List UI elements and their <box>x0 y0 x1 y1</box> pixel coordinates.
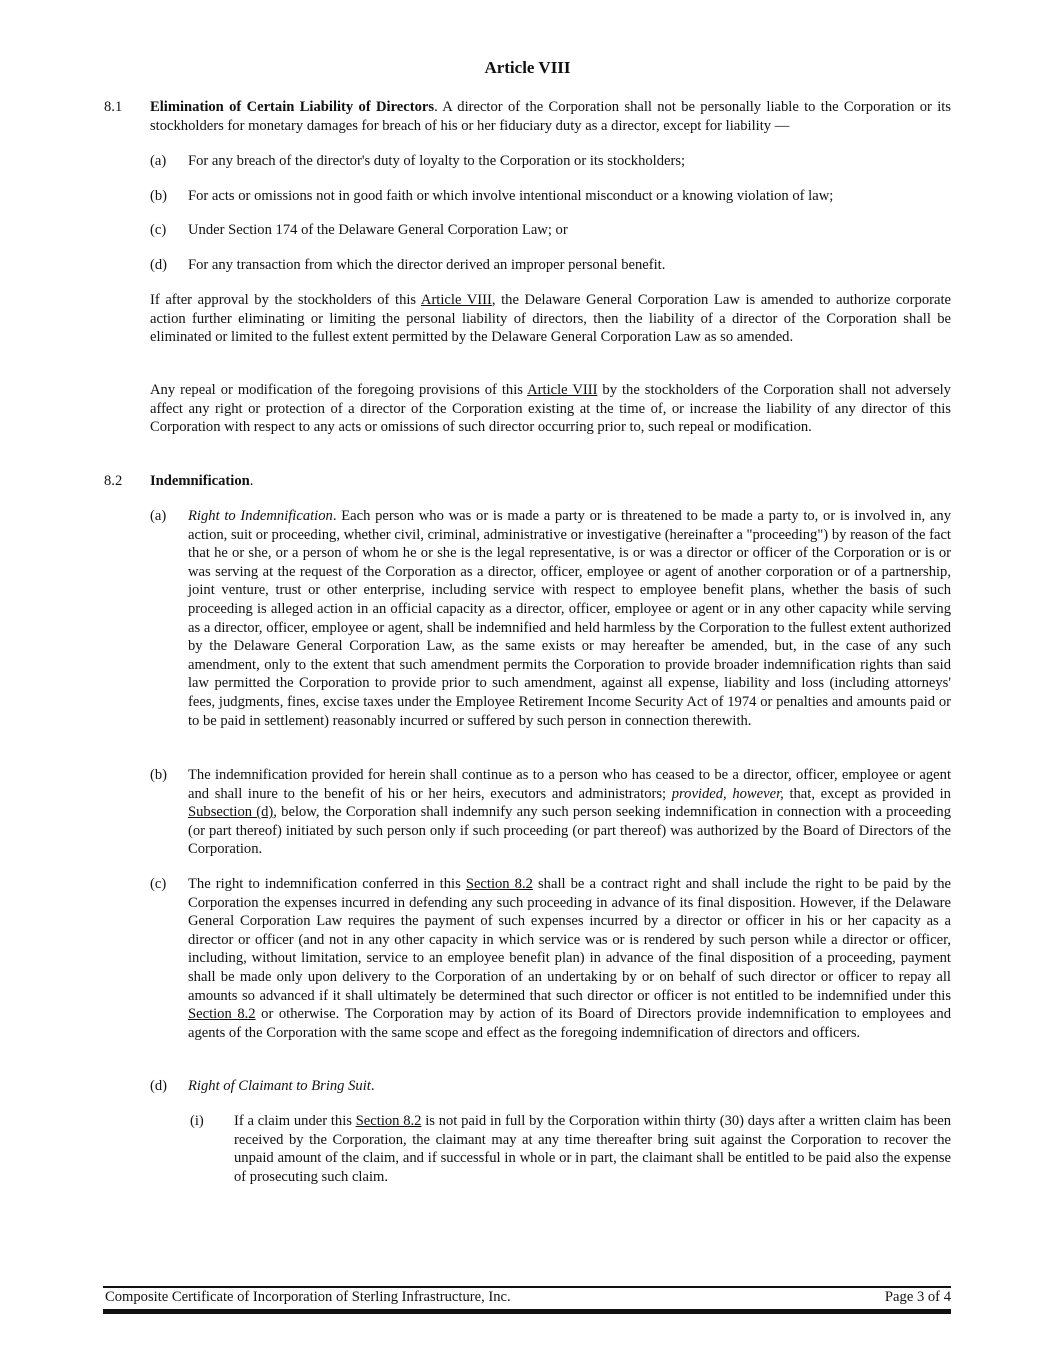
section-8-2-c-paragraph <box>188 875 951 1042</box>
section-8-1-paragraph-repeal <box>150 381 951 437</box>
subsection-title: Right to Indemnification <box>188 508 333 524</box>
paragraph-text: The right to indemnification conferred in this <box>188 876 466 892</box>
list-item-label: (b) <box>150 767 168 783</box>
paragraph-text: If a claim under this <box>234 1113 356 1129</box>
heading-punctuation: . <box>249 473 254 489</box>
footer-top-rule <box>103 1286 951 1288</box>
paragraph-text: or otherwise. The Corporation may by action of its Board of Directors provide indemnification to employees and agents of the Corporation with the same scope and effect as the foregoing indemnification of directors and officers. <box>188 1006 951 1041</box>
section-8-2-b-paragraph <box>188 766 951 859</box>
list-item-label: (b) <box>150 188 168 204</box>
paragraph-text: , the Delaware General Corporation Law is amended to authorize corporate action further eliminating or limiting the personal liability of directors, then the liability of a director of the Corporation shall be eliminated or limited to the fullest extent permitted by the Delaware General Corporation Law as so amended. <box>150 292 951 346</box>
footer-document-title: Composite Certificate of Incorporation of Sterling Infrastructure, Inc. <box>105 1289 511 1305</box>
list-item-label: (c) <box>150 876 167 892</box>
paragraph-text: Any repeal or modification of the foregoing provisions of this <box>150 382 528 398</box>
list-item-label: (d) <box>150 257 168 273</box>
list-item-label: (i) <box>190 1113 204 1129</box>
article-viii-reference-link[interactable]: Article VIII <box>527 382 598 398</box>
section-8-1-paragraph-amendment <box>150 291 951 347</box>
section-8-2-d-i-paragraph <box>234 1112 951 1186</box>
section-8-1-heading: Elimination of Certain Liability of Directors <box>150 99 435 115</box>
section-8-1-number: 8.1 <box>104 99 123 115</box>
section-8-2-a-paragraph <box>188 507 951 730</box>
article-viii-reference-link[interactable]: Article VIII <box>420 292 492 308</box>
list-item-text: Under Section 174 of the Delaware General Corporation Law; or <box>188 222 568 238</box>
paragraph-text: is not paid in full by the Corporation within thirty (30) days after a written claim has been received by the Corporation, the claimant may at any time thereafter bring suit against the Corporation to recover the unpaid amount of the claim, and if successful in whole or in part, the claimant shall be entitled to be paid also the expense of prosecuting such claim. <box>234 1113 952 1185</box>
section-8-2-heading: Indemnification <box>150 473 250 489</box>
paragraph-text: , below, the Corporation shall indemnify any such person seeking indemnification in connection with a proceeding (or part thereof) initiated by such person only if such proceeding (or part thereof) was authorized by the Board of Directors of the Corporation. <box>188 804 951 858</box>
section-8-2-number: 8.2 <box>104 473 123 489</box>
paragraph-text: by the stockholders of the Corporation shall not adversely affect any right or protection of a director of the Corporation existing at the time of, or increase the liability of any director of this Corporation with respect to any acts or omissions of such director occurring prior to, such repeal or modification. <box>150 382 951 436</box>
list-item-text: For acts or omissions not in good faith or which involve intentional misconduct or a knowing violation of law; <box>188 188 834 204</box>
list-item-text: For any breach of the director's duty of loyalty to the Corporation or its stockholders; <box>188 153 686 169</box>
section-8-2-title <box>150 472 951 491</box>
section-8-1-intro <box>150 98 951 135</box>
footer-page-number: Page 3 of 4 <box>884 1289 951 1305</box>
section-8-1-text: . A director of the Corporation shall not be personally liable to the Corporation or its stockholders for monetary damages for breach of his or her fiduciary duty as a director, except for liability — <box>150 99 951 134</box>
paragraph-text: The indemnification provided for herein shall continue as to a person who has ceased to be a director, officer, employee or agent and shall inure to the benefit of his or her heirs, executors and administrators; <box>188 767 951 802</box>
list-item-label: (a) <box>150 153 167 169</box>
section-8-2-reference-link[interactable]: Section 8.2 <box>188 1006 256 1023</box>
list-item-text: For any transaction from which the director derived an improper personal benefit. <box>188 257 666 273</box>
paragraph-text: If after approval by the stockholders of this <box>150 292 421 308</box>
article-title: Article VIII <box>484 58 571 77</box>
subsection-title: Right of Claimant to Bring Suit <box>188 1078 371 1094</box>
list-item-label: (a) <box>150 508 167 524</box>
section-8-2-reference-link[interactable]: Section 8.2 <box>465 876 533 892</box>
paragraph-text: that, except as provided in <box>783 785 951 802</box>
list-item-label: (d) <box>150 1078 168 1094</box>
emphasis-text: provided, however, <box>671 785 784 802</box>
section-8-2-d-title <box>188 1077 951 1096</box>
paragraph-text: shall be a contract right and shall include the right to be paid by the Corporation the expenses incurred in defending any such proceeding in advance of its final disposition. However, if the Delaware General Corporation Law requires the payment of such expenses incurred by a director or officer in his or her capacity as a director or officer (and not in any other capacity in which service was or is rendered by such person while a director or officer, including, without limitation, service to an employee benefit plan) in advance of the final disposition of a proceeding, payment shall be made only upon delivery to the Corporation of an undertaking by or on behalf of such director or officer to repay all amounts so advanced if it shall ultimately be determined that such director or officer is not entitled to be indemnified under this <box>188 876 951 1004</box>
footer-bottom-rule <box>103 1309 951 1314</box>
section-8-2-reference-link[interactable]: Section 8.2 <box>355 1113 422 1129</box>
paragraph-text: . Each person who was or is made a party or is threatened to be made a party to, or is involved in, any action, suit or proceeding, whether civil, criminal, administrative or investigative (hereinafter a "proceeding") by reason of the fact that he or she, or a person of whom he or she is the legal representative, is or was a director or officer of the Corporation or is or was serving at the request of the Corporation as a director, officer, employee or agent of another corporation or of a partnership, joint venture, trust or other enterprise, including service with respect to employee benefit plans, whether the basis of such proceeding is alleged action in an official capacity as a director, officer, employee or agent or in any other capacity while serving as a director, officer, employee or agent, shall be indemnified and held harmless by the Corporation to the fullest extent authorized by the Delaware General Corporation Law, as the same exists or may hereafter be amended, but, in the case of any such amendment, only to the extent that such amendment permits the Corporation to provide broader indemnification rights than said law permitted the Corporation to provide prior to such amendment, against all expense, liability and loss (including attorneys' fees, judgments, fines, excise taxes under the Employee Retirement Income Security Act of 1974 or penalties and amounts paid or to be paid in settlement) reasonably incurred or suffered by such person in connection therewith. <box>188 508 951 729</box>
heading-punctuation: . <box>370 1078 375 1094</box>
subsection-d-reference-link[interactable]: Subsection (d) <box>188 804 274 821</box>
list-item-label: (c) <box>150 222 167 238</box>
